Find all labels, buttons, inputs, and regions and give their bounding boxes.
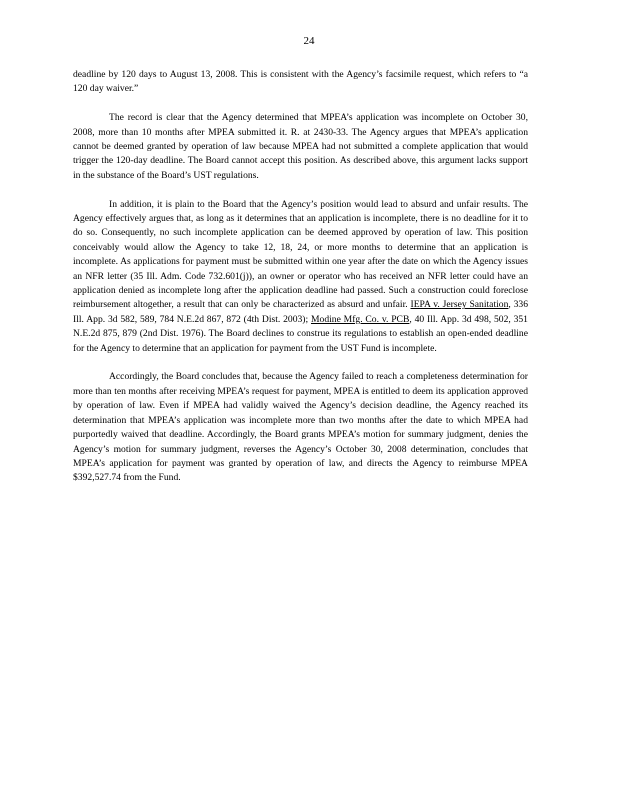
document-body xyxy=(73,68,528,500)
paragraph-text: Accordingly, the Board concludes that, because the Agency failed to reach a completeness determination for more than ten months after receiving MPEA’s request for payment, MPEA is entitled to deem its application approved by operation of law. Even if MPEA had validly waived the Agency’s decision deadline, the Agency reached its determination that MPEA’s application was incomplete more than two months after the date to which MPEA had purportedly waived that deadline. Accordingly, the Board grants MPEA’s motion for summary judgment, denies the Agency’s motion for summary judgment, reverses the Agency’s October 30, 2008 determination, concludes that MPEA’s application for payment was granted by operation of law, and directs the Agency to reimburse MPEA $392,527.74 from the Fund. xyxy=(73,371,528,484)
paragraph-3 xyxy=(73,198,528,356)
paragraph-1 xyxy=(73,68,528,97)
case-citation: IEPA v. Jersey Sanitation xyxy=(410,299,509,311)
page-number: 24 xyxy=(303,35,315,47)
case-citation: Modine Mfg. Co. v. PCB xyxy=(311,313,410,325)
paragraph-text: deadline by 120 days to August 13, 2008. This is consistent with the Agency’s facsimile request, which refers to “a 120 day waiver.” xyxy=(73,69,528,95)
paragraph-text: The record is clear that the Agency determined that MPEA’s application was incomplete on October 30, 2008, more than 10 months after MPEA submitted it. R. at 2430-33. The Agency argues that MPEA’s application cannot be deemed granted by operation of law because MPEA had not submitted a complete application that would trigger the 120-day deadline. The Board cannot accept this position. As described above, this argument lacks support in the substance of the Board’s UST regulations. xyxy=(73,112,528,181)
paragraph-text: In addition, it is plain to the Board that the Agency’s position would lead to absurd and unfair results. The Agency effectively argues that, as long as it determines that an application is incomplete, there is no deadline for it to do so. Consequently, no such incomplete application can be deemed approved by operation of law. This position conceivably would allow the Agency to take 12, 18, 24, or more months to determine that an application is incomplete. As applications for payment must be submitted within one year after the date on which the Agency issues an NFR letter (35 Ill. Adm. Code 732.601(j)), an owner or operator who has received an NFR letter could have an application denied as incomplete long after the application deadline had passed. Such a construction could foreclose reimbursement altogether, a result that can only be characterized as absurd and unfair. xyxy=(73,198,528,311)
paragraph-4 xyxy=(73,370,528,485)
paragraph-text: , 40 Ill. App. 3d 498, 502, 351 N.E.2d 875, 879 (2nd Dist. 1976). The Board declines to construe its regulations to establish an open-ended deadline for the Agency to determine that an application for payment from the UST Fund is incomplete. xyxy=(73,313,528,354)
paragraph-text: , 336 Ill. App. 3d 582, 589, 784 N.E.2d 867, 872 (4th Dist. 2003); xyxy=(73,299,529,325)
paragraph-2 xyxy=(73,111,528,183)
